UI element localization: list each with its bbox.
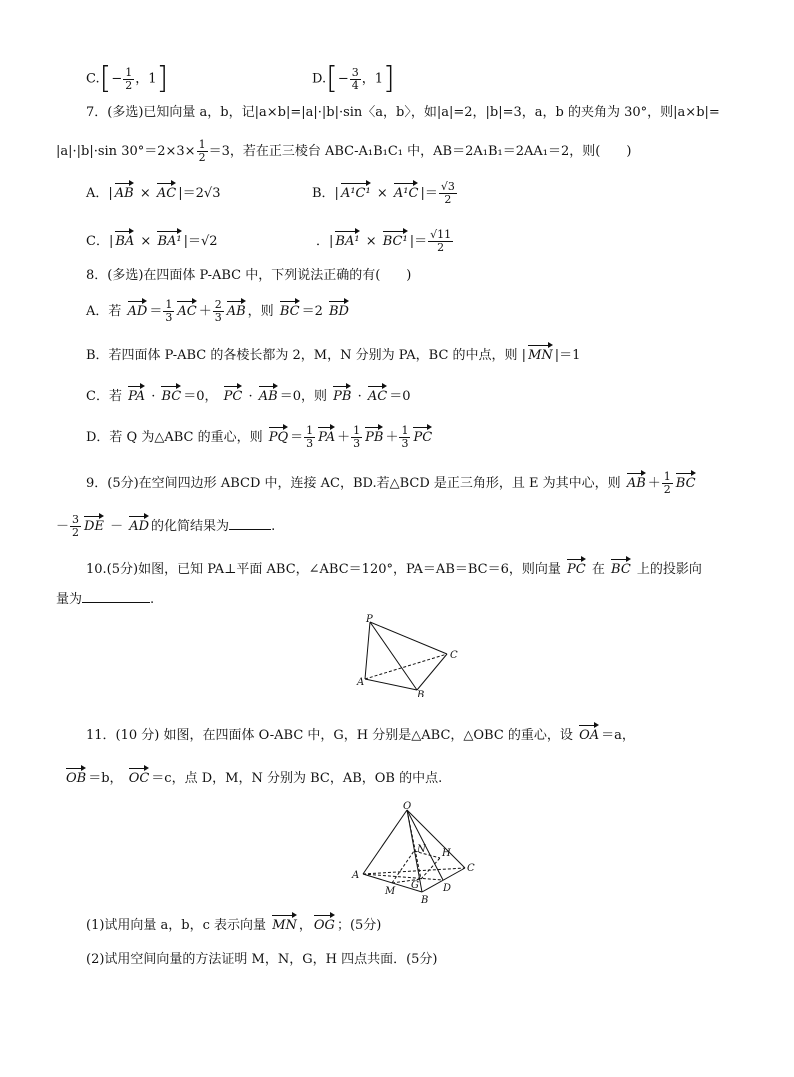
label: A．若 <box>86 304 122 319</box>
times-sign: × <box>139 186 151 201</box>
q10-line2 <box>56 590 154 610</box>
then: ，则 <box>247 304 274 319</box>
edge-ab <box>365 679 417 690</box>
vector: PQ <box>269 424 288 444</box>
text: 上的投影向 <box>636 562 702 577</box>
denominator: 2 <box>125 78 133 92</box>
label-b: B <box>421 895 429 905</box>
vector: PC <box>567 556 586 576</box>
plus: ＋ <box>385 430 399 445</box>
q10-line1 <box>86 556 702 580</box>
q8-option-c <box>86 383 411 407</box>
left-bracket: [ <box>326 61 338 96</box>
fraction <box>213 299 224 324</box>
q7-line2 <box>56 139 631 164</box>
vector: BA <box>115 228 134 248</box>
vector: OB <box>66 765 86 785</box>
median-ad <box>363 874 443 880</box>
text: (1)试用向量 a，b，c 表示向量 <box>86 918 267 933</box>
vector: AB <box>627 470 646 490</box>
numerator: √11 <box>430 228 452 241</box>
vector: OA <box>579 722 599 742</box>
fraction <box>163 299 174 324</box>
fraction <box>351 425 362 450</box>
text: 的化简结果为 <box>151 519 230 534</box>
vector: BC <box>280 298 300 318</box>
label-c: C <box>467 863 475 874</box>
option-c-tail: 1 <box>148 71 157 87</box>
q7-option-c <box>86 228 218 252</box>
vector: AC <box>157 180 176 200</box>
label: A．| <box>86 186 113 201</box>
vector: BC <box>676 470 696 490</box>
text: ；(5分) <box>336 918 382 933</box>
text: ＝0，则 <box>279 389 327 404</box>
value: |＝√2 <box>183 234 218 249</box>
q7-option-a <box>86 180 220 204</box>
q9-line2 <box>56 513 275 539</box>
value: |＝ <box>409 234 428 249</box>
dot: · <box>151 389 156 404</box>
fraction <box>662 471 673 496</box>
times-sign: × <box>376 186 388 201</box>
denominator: 3 <box>306 437 314 450</box>
vector: A¹C <box>394 180 419 200</box>
numerator: √3 <box>440 180 455 193</box>
plus: ＋ <box>647 476 661 491</box>
text: 在 <box>591 562 605 577</box>
fraction <box>70 514 81 539</box>
edge-bc <box>417 654 447 690</box>
option-c: C.[− $\frac{1}{2}$ ，1] <box>86 61 169 96</box>
dot: · <box>357 389 362 404</box>
option-c-label: C. <box>86 71 100 87</box>
vector: BC <box>611 556 631 576</box>
minus: － <box>56 519 70 534</box>
equals-two: ＝2 <box>301 304 323 319</box>
label-h: H <box>442 848 451 859</box>
label: D．若 Q 为△ABC 的重心，则 <box>86 430 263 445</box>
vector: PA <box>318 424 335 444</box>
vector: AC <box>368 383 387 403</box>
q8-intro: 8．(多选)在四面体 P-ABC 中，下列说法正确的有( ) <box>86 268 412 283</box>
text: 量为 <box>56 592 83 607</box>
q7-line2-start: |a|·|b|·sin 30°＝2×3× <box>56 144 196 159</box>
figure-q11-tetrahedron <box>345 800 480 905</box>
vector: DE <box>84 513 104 533</box>
q11-sub2: (2)试用空间向量的方法证明 M，N，G，H 四点共面．(5分) <box>86 952 438 967</box>
numerator: 3 <box>351 65 359 79</box>
vector: BD <box>329 298 349 318</box>
vector: AC <box>177 298 196 318</box>
label-n: N <box>417 844 426 855</box>
label-p: P <box>366 614 373 625</box>
denominator: 3 <box>214 311 222 324</box>
denominator: 2 <box>437 241 445 254</box>
edge-ac-hidden <box>363 868 465 874</box>
segment-mn <box>392 851 414 883</box>
times-sign: × <box>365 234 377 249</box>
vector: PB <box>365 424 383 444</box>
vector: BC <box>161 383 181 403</box>
fraction <box>197 139 208 164</box>
right-bracket: ] <box>156 61 169 96</box>
q7-option-d <box>316 228 454 254</box>
q11-sub1 <box>86 912 381 936</box>
numerator: 1 <box>125 65 133 79</box>
label-a: A <box>357 677 365 688</box>
denominator: 3 <box>165 311 173 324</box>
numerator: 1 <box>165 298 173 311</box>
separator: ， <box>298 918 312 933</box>
text: 11．(10 分) 如图，在四面体 O-ABC 中，G，H 分别是△ABC，△OBC 的重心，设 <box>86 728 573 743</box>
denominator: 3 <box>401 437 409 450</box>
label-m: M <box>385 886 396 897</box>
fraction <box>428 229 453 254</box>
edge-ac-hidden <box>365 654 447 679</box>
figure-q10-tetrahedron <box>355 612 470 697</box>
vector: MN <box>272 912 297 932</box>
label-b: B <box>417 690 425 697</box>
fraction <box>304 425 315 450</box>
vector: PA <box>128 383 145 403</box>
vector: OC <box>129 765 150 785</box>
numerator: 1 <box>198 138 206 151</box>
label-c: C <box>450 650 458 661</box>
vector: OG <box>314 912 335 932</box>
numerator: 2 <box>214 298 222 311</box>
vector: AD <box>128 298 148 318</box>
dot: · <box>248 389 253 404</box>
text: 10.(5分)如图，已知 PA⊥平面 ABC，∠ABC＝120°，PA＝AB＝BC＝6，则向量 <box>86 562 561 577</box>
option-d-label: D. <box>312 71 327 87</box>
q7-intro: 7．(多选)已知向量 a，b，记|a×b|=|a|·|b|·sin〈a，b〉，如|a|=2，|b|=3，a，b 的夹角为 30°，则|a×b|= <box>86 105 720 120</box>
plus: ＋ <box>198 304 212 319</box>
vector: AB <box>227 298 246 318</box>
label: ．| <box>316 234 334 249</box>
label-d: D <box>443 883 452 894</box>
period: . <box>150 592 155 607</box>
label: C．若 <box>86 389 122 404</box>
q9-line1 <box>86 470 698 496</box>
times-sign: × <box>140 234 152 249</box>
answer-blank[interactable] <box>229 529 271 530</box>
left-bracket: [ <box>99 61 112 96</box>
q8-option-a <box>86 298 351 324</box>
value: ＝0 <box>389 389 411 404</box>
q11-line2 <box>64 765 442 789</box>
text: 9．(5分)在空间四边形 ABCD 中，连接 AC，BD.若△BCD 是正三角形，且 E 为其中心，则 <box>86 476 621 491</box>
vector: MN <box>528 342 553 362</box>
denominator: 3 <box>353 437 361 450</box>
vector: PB <box>333 383 351 403</box>
fraction <box>439 181 457 206</box>
fraction <box>399 425 410 450</box>
equals: ＝ <box>149 304 163 319</box>
q11-line1 <box>86 722 635 746</box>
q7-line2-end: ＝3，若在正三棱台 ABC-A₁B₁C₁ 中，AB＝2A₁B₁＝2AA₁＝2，则( ) <box>208 144 632 159</box>
option-d: D.[− $\frac{3}{4}$ ，1] <box>312 61 395 96</box>
text: ＝a， <box>601 728 635 743</box>
numerator: 3 <box>72 513 80 526</box>
vector: AB <box>259 383 278 403</box>
label-o: O <box>403 801 412 812</box>
edge-oa <box>363 810 407 874</box>
numerator: 1 <box>663 470 671 483</box>
label: B．| <box>312 186 339 201</box>
denominator: 2 <box>72 526 80 539</box>
answer-blank[interactable] <box>82 602 150 603</box>
value: |＝1 <box>554 348 581 363</box>
fraction <box>350 67 361 92</box>
vector: BA¹ <box>157 228 181 248</box>
vector: PC <box>224 383 243 403</box>
text: ＝c，点 D，M，N 分别为 BC，AB，OB 的中点. <box>151 771 443 786</box>
right-bracket: ] <box>383 61 395 96</box>
vector: AB <box>115 180 134 200</box>
numerator: 1 <box>353 424 361 437</box>
equals: ＝ <box>290 430 304 445</box>
label: C．| <box>86 234 114 249</box>
text: ＝0， <box>183 389 218 404</box>
option-d-tail: 1 <box>374 71 384 87</box>
numerator: 1 <box>401 424 409 437</box>
denominator: 2 <box>198 151 206 164</box>
value: |＝2√3 <box>178 186 221 201</box>
text: ＝b， <box>88 771 123 786</box>
period: . <box>271 519 276 534</box>
value: |＝ <box>420 186 438 201</box>
vector: A¹C¹ <box>341 180 371 200</box>
edge-pa <box>365 622 370 679</box>
fraction <box>123 67 134 92</box>
label-g: G <box>411 880 419 891</box>
minus: － <box>110 519 124 534</box>
numerator: 1 <box>306 424 314 437</box>
plus: ＋ <box>337 430 351 445</box>
vector: AD <box>129 513 149 533</box>
q7-option-b <box>312 180 458 206</box>
q8-option-b <box>86 342 580 366</box>
vector: BA¹ <box>335 228 359 248</box>
vector: BC¹ <box>383 228 408 248</box>
denominator: 2 <box>663 483 671 496</box>
vector: PC <box>413 424 432 444</box>
q8-option-d <box>86 424 434 450</box>
label-a: A <box>352 870 360 881</box>
denominator: 2 <box>444 193 452 206</box>
denominator: 4 <box>351 78 359 92</box>
text: B．若四面体 P-ABC 的各棱长都为 2，M，N 分别为 PA，BC 的中点，则 | <box>86 348 527 363</box>
